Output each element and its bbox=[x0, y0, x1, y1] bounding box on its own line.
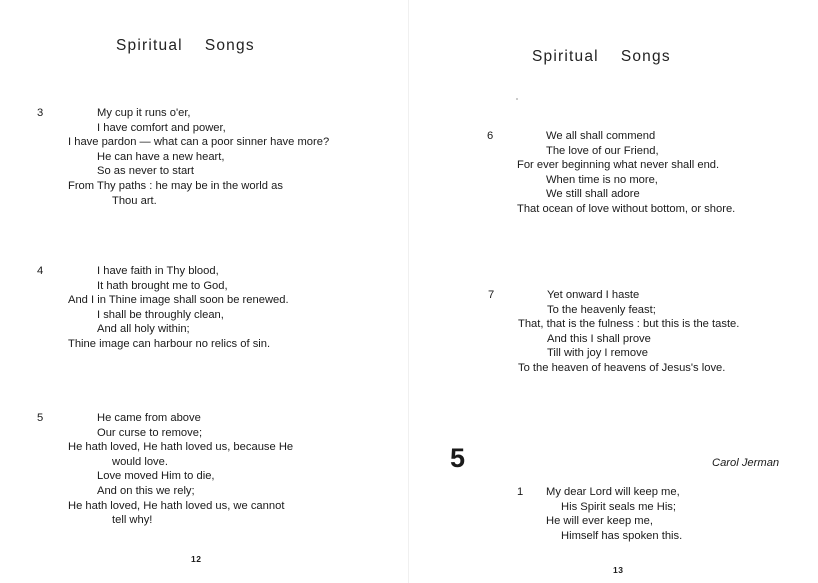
verse-line: We still shall adore bbox=[546, 188, 640, 201]
verse-line: To the heaven of heavens of Jesus's love. bbox=[518, 361, 726, 374]
verse-line: It hath brought me to God, bbox=[97, 279, 228, 292]
left-verse bbox=[37, 106, 329, 208]
cropped-header-fragment bbox=[200, 0, 310, 2]
verse-lines bbox=[68, 264, 289, 352]
verse-line: I have faith in Thy blood, bbox=[97, 265, 219, 277]
left-running-title: Spiritual Songs bbox=[116, 37, 255, 54]
verse-lines bbox=[546, 485, 682, 543]
verse-line: Till with joy I remove bbox=[547, 347, 648, 360]
verse-line: His Spirit seals me His; bbox=[561, 500, 677, 513]
verse-number: 1 bbox=[517, 486, 524, 498]
verse-lines bbox=[68, 106, 329, 208]
page-gutter bbox=[408, 0, 409, 583]
verse-line: He will ever keep me, bbox=[546, 515, 653, 528]
verse-line: For ever beginning what never shall end. bbox=[517, 159, 720, 172]
verse-line: Thine image can harbour no relics of sin. bbox=[68, 337, 271, 350]
verse-line: And this I shall prove bbox=[547, 332, 651, 345]
verse-line: And on this we rely; bbox=[97, 484, 195, 497]
verse-line: My cup it runs o'er, bbox=[97, 107, 191, 119]
verse-line: Our curse to remove; bbox=[97, 426, 203, 439]
verse-lines bbox=[68, 411, 293, 528]
verse-line: Thou art. bbox=[112, 194, 157, 207]
verse-line: That, that is the fulness : but this is the taste. bbox=[518, 318, 740, 331]
verse-line: Love moved Him to die, bbox=[97, 470, 215, 483]
verse-line: My dear Lord will keep me, bbox=[546, 486, 680, 498]
verse-line: Yet onward I haste bbox=[547, 289, 640, 301]
hymn-author: Carol Jerman bbox=[712, 457, 780, 469]
verse-line: The love of our Friend, bbox=[546, 144, 659, 157]
verse-line: He hath loved, He hath loved us, we cannot bbox=[68, 499, 285, 512]
verse-line: He came from above bbox=[97, 412, 201, 424]
hymn-verse bbox=[517, 485, 682, 543]
verse-number: 3 bbox=[37, 107, 44, 119]
right-verse bbox=[488, 288, 739, 376]
verse-line: I shall be throughly clean, bbox=[97, 308, 224, 321]
left-verse bbox=[37, 264, 289, 352]
right-page-number: 13 bbox=[613, 565, 624, 575]
verse-line: tell why! bbox=[112, 514, 153, 527]
paper-speck bbox=[516, 98, 518, 100]
verse-lines bbox=[517, 129, 735, 217]
hymn-number: 5 bbox=[450, 443, 466, 473]
left-verse bbox=[37, 411, 293, 528]
verse-line: He hath loved, He hath loved us, because He bbox=[68, 441, 294, 454]
verse-line: I have comfort and power, bbox=[97, 121, 226, 134]
verse-line: To the heavenly feast; bbox=[547, 303, 656, 316]
left-page-number: 12 bbox=[191, 554, 202, 564]
verse-line: Himself has spoken this. bbox=[561, 529, 683, 542]
verse-line: I have pardon — what can a poor sinner have more? bbox=[68, 136, 330, 149]
verse-line: So as never to start bbox=[97, 165, 195, 178]
verse-lines bbox=[518, 288, 739, 376]
verse-number: 4 bbox=[37, 265, 44, 277]
verse-line: We all shall commend bbox=[546, 130, 656, 142]
verse-line: would love. bbox=[112, 455, 168, 468]
verse-number: 6 bbox=[487, 130, 494, 142]
verse-number: 7 bbox=[488, 289, 495, 301]
verse-line: And all holy within; bbox=[97, 323, 190, 336]
right-running-title: Spiritual Songs bbox=[532, 48, 671, 65]
verse-line: When time is no more, bbox=[546, 173, 658, 186]
verse-line: From Thy paths : he may be in the world as bbox=[68, 179, 283, 192]
verse-number: 5 bbox=[37, 412, 44, 424]
verse-line: And I in Thine image shall soon be renewed. bbox=[68, 294, 289, 307]
verse-line: He can have a new heart, bbox=[97, 150, 225, 163]
verse-line: That ocean of love without bottom, or shore. bbox=[517, 202, 736, 215]
right-verse bbox=[487, 129, 735, 217]
